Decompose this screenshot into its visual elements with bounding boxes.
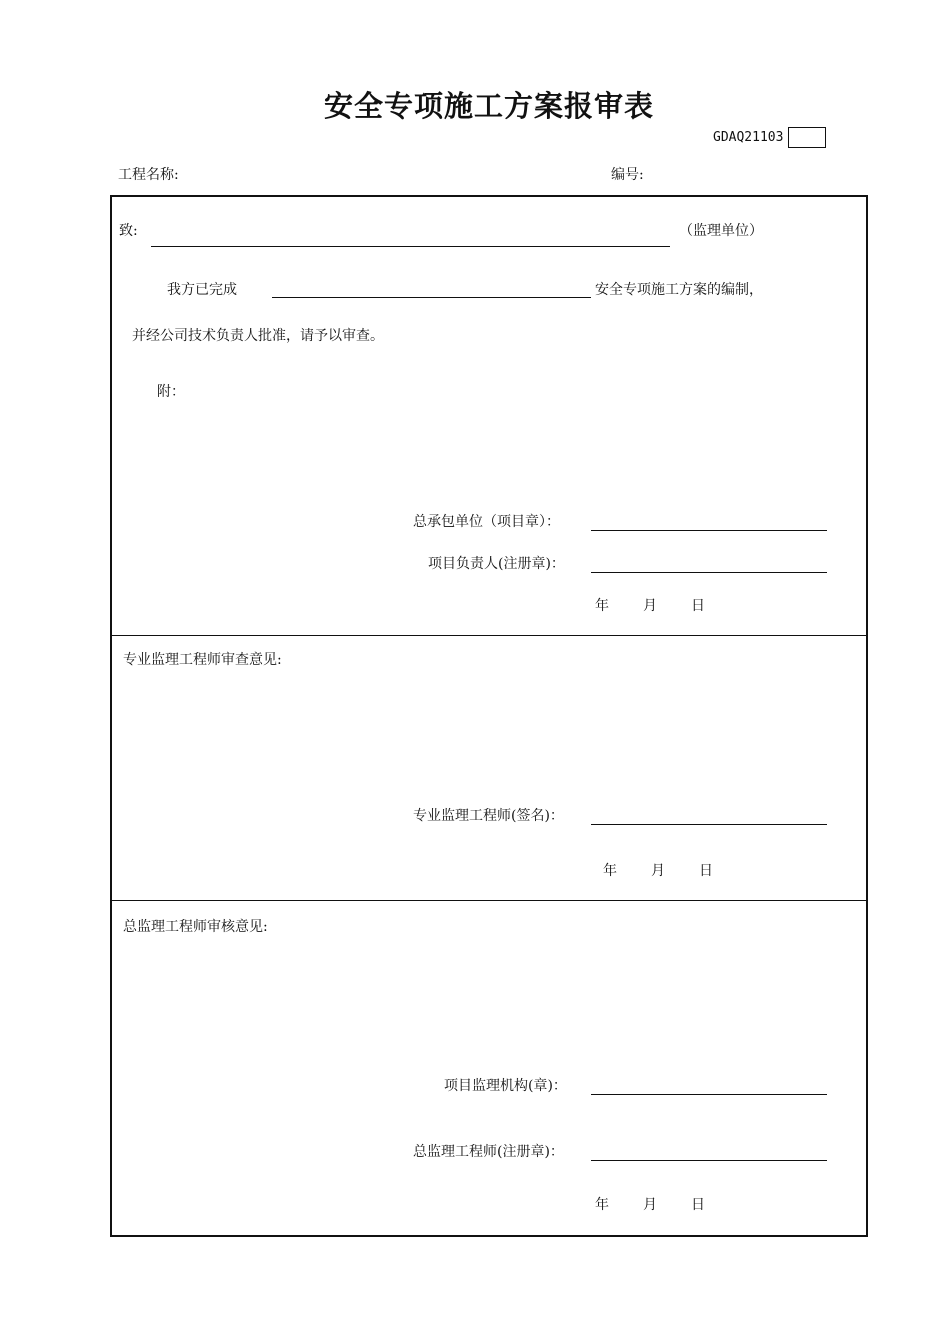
plan-name-field[interactable]	[272, 297, 591, 298]
page-title: 安全专项施工方案报审表	[323, 89, 654, 123]
supervisor-unit-label: （监理单位）	[679, 223, 763, 239]
chief-opinion-label: 总监理工程师审核意见:	[123, 919, 268, 935]
chief-engineer-field[interactable]	[591, 1160, 827, 1161]
date-day: 日	[691, 1197, 705, 1213]
project-name-label: 工程名称:	[118, 167, 179, 183]
engineer-opinion-label: 专业监理工程师审查意见:	[123, 652, 282, 668]
engineer-signature-field[interactable]	[591, 824, 827, 825]
supervision-org-field[interactable]	[591, 1094, 827, 1095]
attachment-label: 附：	[157, 384, 185, 400]
contractor-label: 总承包单位（项目章）：	[413, 514, 560, 530]
completed-text: 我方已完成	[167, 282, 237, 298]
date-day: 日	[699, 863, 713, 879]
date-year: 年	[603, 863, 617, 879]
chief-engineer-label: 总监理工程师(注册章)：	[413, 1144, 564, 1160]
to-label: 致:	[119, 223, 138, 239]
date-month: 月	[651, 863, 665, 879]
approval-text: 并经公司技术负责人批准，请予以审查。	[132, 328, 384, 344]
plan-text: 安全专项施工方案的编制，	[595, 282, 763, 298]
date-day: 日	[691, 598, 705, 614]
form-code: GDAQ21103	[713, 130, 784, 145]
manager-field[interactable]	[591, 572, 827, 573]
manager-label: 项目负责人(注册章)：	[428, 556, 565, 572]
contractor-field[interactable]	[591, 530, 827, 531]
form-code-suffix-box[interactable]	[788, 127, 826, 148]
supervision-org-label: 项目监理机构(章)：	[444, 1078, 567, 1094]
number-label: 编号:	[611, 167, 644, 183]
section-divider-1	[110, 635, 868, 636]
supervisor-unit-field[interactable]	[151, 246, 670, 247]
date-month: 月	[643, 1197, 657, 1213]
date-month: 月	[643, 598, 657, 614]
engineer-signature-label: 专业监理工程师(签名)：	[413, 808, 564, 824]
section-divider-2	[110, 900, 868, 901]
date-year: 年	[595, 1197, 609, 1213]
date-year: 年	[595, 598, 609, 614]
